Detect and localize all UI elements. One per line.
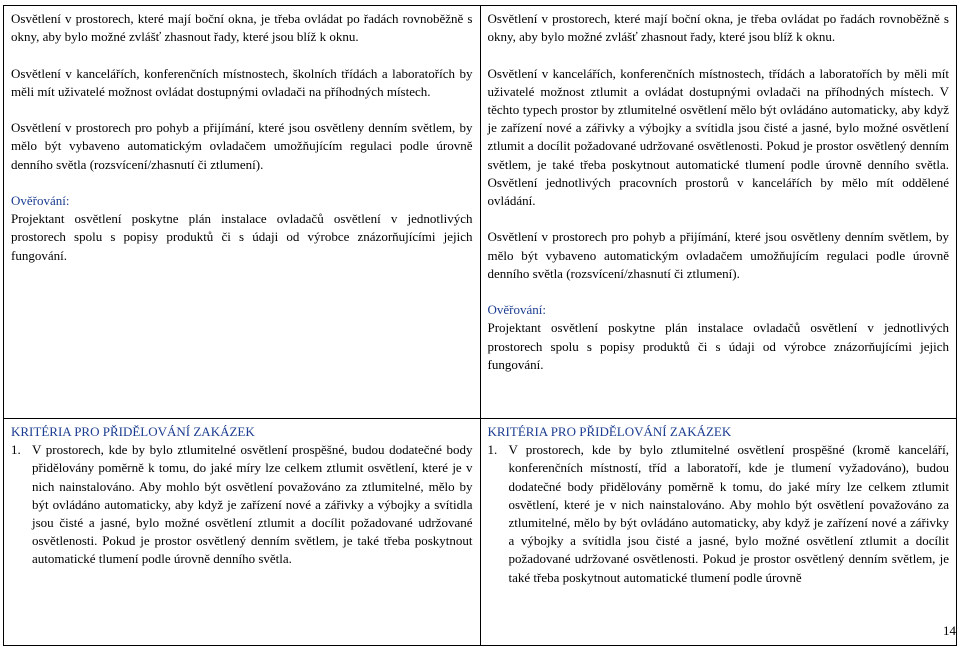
table-row-requirements [4,6,957,419]
list-item [488,441,950,587]
list-item-number: 1. [11,442,21,458]
left-paragraph-offices: Osvětlení v kancelářích, konferenčních místnostech, školních třídách a laboratořích by měli mít uživatelé možnost ovládat dostupnými ovladači na příhodných místech. [11,65,473,99]
right-paragraph-circulation: Osvětlení v prostorech pro pohyb a přijímání, které jsou osvětleny denním světlem, by mělo být vybaveno automatickým ovladačem umožňujícím regulaci podle úrovně denního světla (rozsvícení/zhasnutí či ztlumení). [487,229,949,281]
left-paragraph-side-windows: Osvětlení v prostorech, které mají boční okna, je třeba ovládat po řadách rovnoběžně s okny, aby bylo možné zvlášť zhasnout řady, které jsou blíž k oknu. [11,11,473,45]
left-criteria-title: KRITÉRIA PRO PŘIDĚLOVÁNÍ ZAKÁZEK [11,424,255,439]
left-paragraph-circulation: Osvětlení v prostorech pro pohyb a přijímání, které jsou osvětleny denním světlem, by mělo být vybaveno automatickým ovladačem umožňujícím regulaci podle úrovně denního světla (rozsvícení/zhasnutí či ztlumení). [11,120,473,172]
left-criteria-list [11,441,473,568]
list-item-number: 1. [487,442,498,458]
table-row-award-criteria [4,419,957,646]
list-item-text: V prostorech, kde by bylo ztlumitelné osvětlení prospěšné (kromě kanceláří, konferenčních místností, tříd a laboratoří, kde je tlumení vyžadováno), budou dodatečné body přidělovány poměrně k tomu, do jaké míry lze celkem ztlumit osvětlení, které je v nich nainstalováno. Aby mohlo být osvětlení považováno za ztlumitelné, mělo by být ovládáno automaticky, aby když je zařízení nové a zářivky a výbojky a svítidla jsou čisté a jasné, bylo možné osvětlení ztlumit a docílit požadované udržované osvětlenosti. Pokud je prostor osvětlený denním světlem, je také třeba poskytnout automatické tlumení podle úrovně [508,442,949,585]
right-criteria-title: KRITÉRIA PRO PŘIDĚLOVÁNÍ ZAKÁZEK [487,424,732,439]
right-paragraph-side-windows: Osvětlení v prostorech, které mají boční okna, je třeba ovládat po řadách rovnoběžně s okny, aby bylo možné zvlášť zhasnout řady, které jsou blíž k oknu. [487,11,949,45]
right-verification-heading: Ověřování: [487,302,546,318]
list-item [11,441,473,568]
left-verification-heading: Ověřování: [11,192,70,208]
left-verification-text: Projektant osvětlení poskytne plán instalace ovladačů osvětlení v jednotlivých prostorech spolu s popisy produktů či s údaji od výrobce znázorňujícími jejich fungování. [11,211,473,263]
left-requirements-cell [4,6,481,419]
right-requirements-cell [480,6,957,419]
page-number: 14 [943,622,956,638]
right-verification-text: Projektant osvětlení poskytne plán instalace ovladačů osvětlení v jednotlivých prostorech spolu s popisy produktů či s údaji od výrobce znázorňujícími jejich fungování. [487,320,949,372]
right-criteria-list [488,441,950,587]
left-criteria-cell [4,419,481,646]
right-criteria-cell [480,419,957,646]
comparison-table [3,5,957,646]
right-paragraph-offices: Osvětlení v kancelářích, konferenčních místnostech, třídách a laboratořích by měli mít uživatelé možnost ztlumit a ovládat dostupnými ovladači na příhodných místech. V těchto typech prostor by ztlumitelné osvětlení mělo být ovládáno automaticky, aby když je zařízení nové a zářivky a výbojky a svítidla jsou čisté a jasné, bylo možné osvětlení ztlumit a docílit požadované udržované osvětlenosti. Pokud je prostor osvětlený denním světlem, je také třeba poskytnout automatické tlumení podle úrovně denního světla. Osvětlení jednotlivých pracovních prostorů v kancelářích by mělo mít oddělené ovládání. [487,65,949,209]
list-item-text: V prostorech, kde by bylo ztlumitelné osvětlení prospěšné, budou dodatečné body přidělovány poměrně k tomu, do jaké míry lze celkem ztlumit osvětlení, které je v nich nainstalováno. Aby mohlo být osvětlení považováno za ztlumitelné, mělo by být ovládáno automaticky, aby když je zařízení nové a zářivky a výbojky a svítidla jsou čisté a jasné, bylo možné osvětlení ztlumit a docílit požadované udržované osvětlenosti. Pokud je prostor osvětlený denním světlem, je také třeba poskytnout automatické tlumení podle úrovně denního světla. [32,442,473,567]
